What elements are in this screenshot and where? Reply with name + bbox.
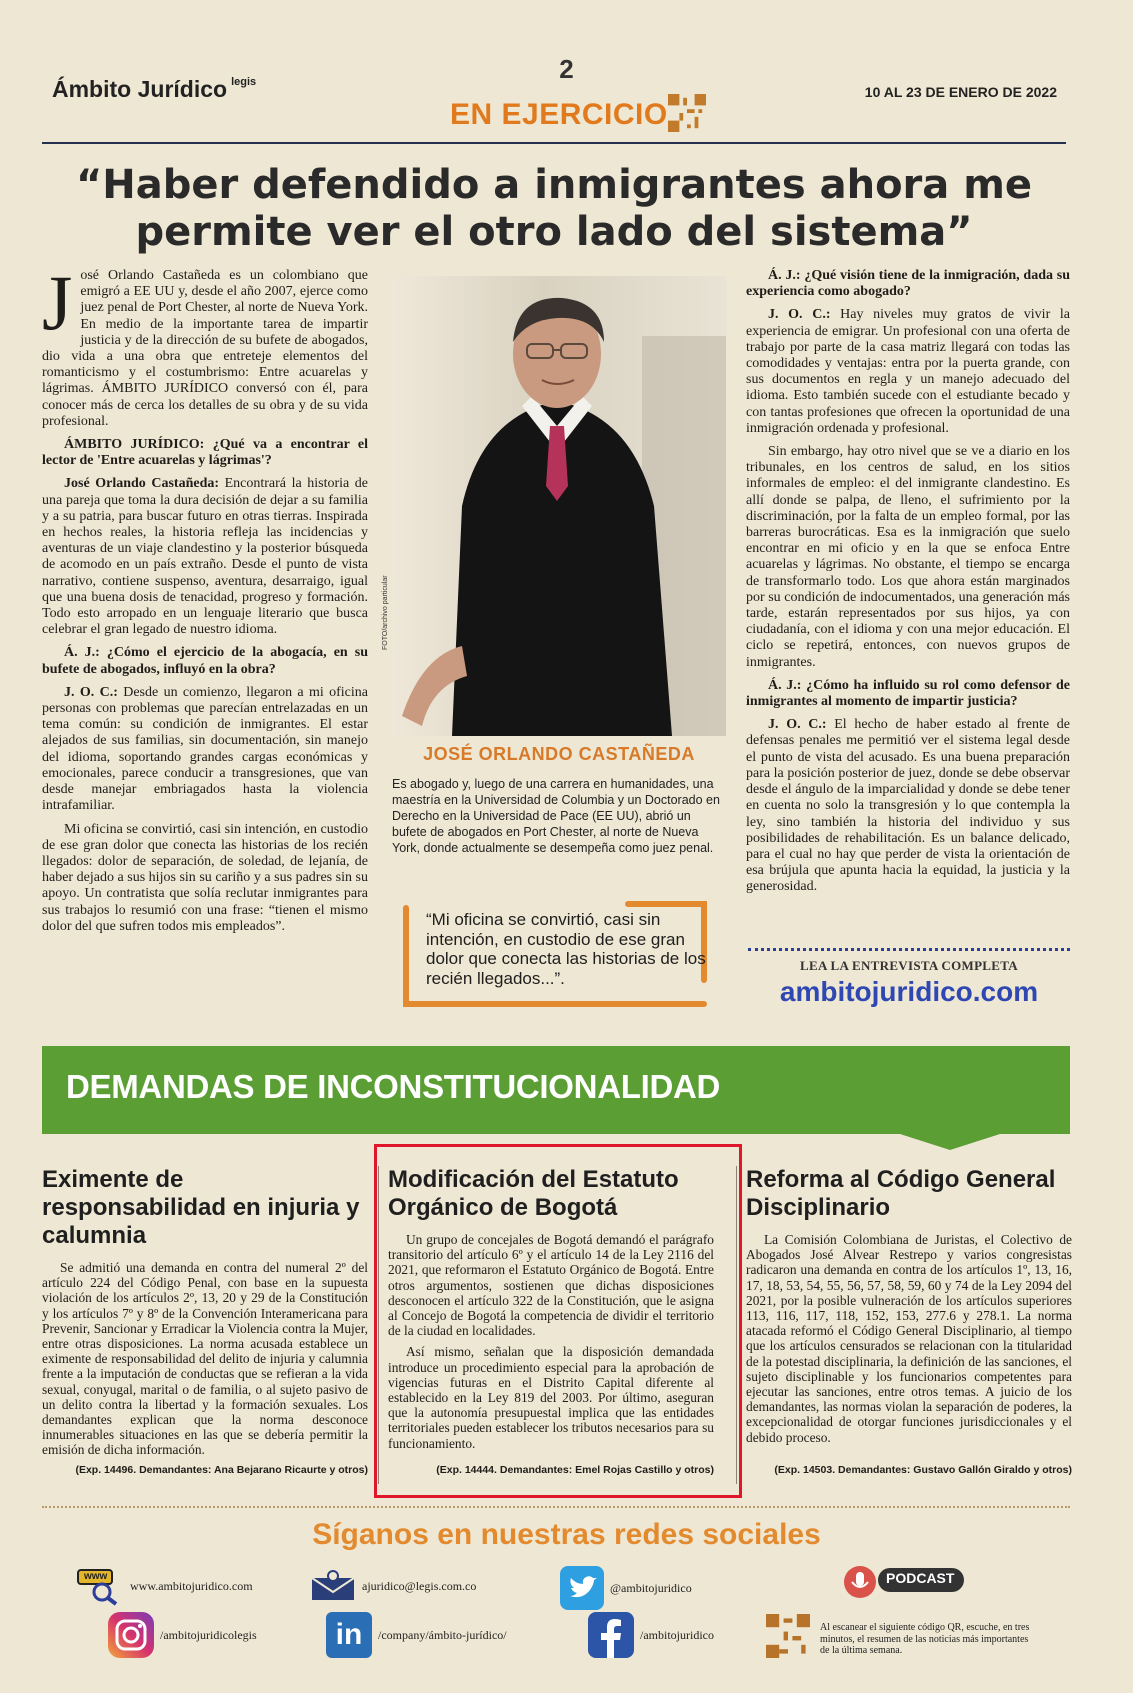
photo-credit: FOTO/archivo particular bbox=[382, 575, 389, 650]
demand-3-exp: (Exp. 14503. Demandantes: Gustavo Gallón Giraldo y otros) bbox=[774, 1463, 1072, 1476]
podcast-label: PODCAST bbox=[886, 1570, 955, 1586]
qr-code-icon bbox=[668, 94, 706, 132]
headline: “Haber defendido a inmigrantes ahora me permite ver el otro lado del sistema” bbox=[75, 162, 1033, 255]
section-band-notch bbox=[900, 1134, 1000, 1150]
demand-1-text: Se admitió una demanda en contra del numeral 2º del artículo 224 del Código Penal, con base en la supuesta violación de los artículos 2º, 13, 20 y 29 de la Constitución y los artículos 7º y 8º de la Convención Interamericana para Prevenir, Sancionar y Erradicar la Violencia contra la Mujer, entre otras disposiciones. La norma acusada establece un eximente de responsabilidad del delito de injuria y calumnia frente a la imputación de conductas que se refieran a la vida sexual, conyugal, marital o de familia, o al sujeto pasivo de un delito contra la libertad y la formación sexuales. Los demandantes explican que la norma desconoce innumerables situaciones en las que se debería permitir la emisión de dicha información. bbox=[42, 1260, 368, 1458]
qr-note: Al escanear el siguiente código QR, escuche, en tres minutos, el resumen de las noticias más importantes de la última semana. bbox=[820, 1622, 1030, 1656]
read-more-label: LEA LA ENTREVISTA COMPLETA bbox=[800, 958, 1018, 973]
social-linkedin-label: /company/ámbito-jurídico/ bbox=[378, 1627, 507, 1642]
portrait-photo bbox=[392, 276, 726, 736]
demand-article-3 bbox=[746, 1166, 1072, 1484]
answer-2: Desde un comienzo, llegaron a mi oficina personas con problemas que parecían entrelazadas en un tema común: su condición de inmigrantes. El estar alejados de sus familias, sin documentación, sin manejo del idioma, soportando grandes cargas económicas y emocionales, parece conducir a transgresiones, que van desde manejar embriagados hasta la violencia intrafamiliar. bbox=[42, 684, 368, 814]
website-link[interactable]: ambitojuridico.com bbox=[779, 976, 1039, 1007]
issue-date: 10 AL 23 DE ENERO DE 2022 bbox=[864, 84, 1057, 100]
demand-2-text-1: Un grupo de concejales de Bogotá demandó el parágrafo transitorio del artículo 6º y el artículo 14 de la Ley 2116 del 2021, que reformaron el Estatuto Orgánico de Bogotá. Entre otros argumentos, sostienen que dichas disposiciones desconocen el artículo 322 de la Constitución, que le asigna al Concejo de Bogotá la competencia de dividir el territorio de la ciudad en localidades. bbox=[388, 1232, 714, 1339]
answer-3-continued: Sin embargo, hay otro nivel que se ve a diario en los tribunales, en los centros de salud, en los sitios informales de empleo: el del inmigrante clandestino. Es allí donde se palpa, de lleno, el sufrimiento por la discriminación, por la falta de un empleo formal, por las barreras burocráticas. Esa es la inmigración que suelo encontrar en mi oficio y en la que se enfoca Entre acuarelas y lágrimas. No obstante, el tiempo se encarga de transformarlo todo. Los que ahora están marginados por su condición de indocumentados, una generación más tarde, estarán representados por sus hijos, ya con ciudadanía, con el idioma y con una mejor educación. El ciclo se repetirá, entonces, con nuevos grupos de inmigrantes. bbox=[746, 444, 1070, 670]
instagram-icon bbox=[108, 1612, 154, 1658]
pull-quote bbox=[388, 900, 722, 1012]
publication-name: Ámbito Jurídico bbox=[52, 76, 228, 102]
section-band-title: DEMANDAS DE INCONSTITUCIONALIDAD bbox=[66, 1068, 721, 1105]
social-instagram-label: /ambitojuridicolegis bbox=[160, 1627, 257, 1642]
header-divider bbox=[42, 142, 1066, 144]
social-facebook[interactable] bbox=[588, 1612, 714, 1658]
question-2: Á. J.: ¿Cómo el ejercicio de la abogacía, en su bufete de abogados, influyó en la obra? bbox=[42, 645, 368, 677]
answer-4: El hecho de haber estado al frente de defensas penales me permitió ver el sistema legal desde el punto de vista del acusado. Es una buena preparación para la posición posterior de juez, donde se debe observar desde el ángulo de la imparcialidad y donde se debe tener en cuenta no solo la transgresión y lo que contempla la ley, sino también la historia del individuo y sus posibilidades de rehabilitación. Es un balance delicado, para el cual no hay que perder de vista la orientación de esa brújula que apunta hacia la equidad, la justicia y la generosidad. bbox=[746, 717, 1070, 895]
demand-3-text: La Comisión Colombiana de Juristas, el Colectivo de Abogados José Alvear Restrepo y varios congresistas radicaron una demanda en contra de los artículos 1º, 13, 16, 17, 18, 53, 54, 55, 56, 57, 58, 59, 60 y 74 de la Ley 2094 del 2021, por la posible vulneración de los artículos superiores 113, 116, 117, 118, 152, 153, 277.6 y 278.1. La norma atacada reformó el Código General Disciplinario, al tiempo que los artículos censurados se relacionan con la titularidad de la potestad disciplinaria, la definición de las sanciones, el sujeto disciplinable y los funcionarios competentes para ejecutar las sanciones, entre otros temas. A juicio de los demandantes, las normas violan la separación de poderes, la excepcionalidad de otorgar funciones jurisdiccionales y el debido proceso. bbox=[746, 1232, 1072, 1445]
social-twitter[interactable] bbox=[560, 1566, 692, 1610]
twitter-icon bbox=[560, 1566, 604, 1610]
social-title: Síganos en nuestras redes sociales bbox=[312, 1518, 821, 1551]
highlight-box bbox=[374, 1144, 742, 1498]
podcast-qr-icon bbox=[766, 1614, 810, 1658]
demand-1-exp: (Exp. 14496. Demandantes: Ana Bejarano Ricaurte y otros) bbox=[75, 1463, 368, 1476]
answer-1: Encontrará la historia de una pareja que toma la dura decisión de dejar a su familia y a su patria, para buscar futuro en otras tierras. Inspirada en hechos reales, la historia refleja las incidencias y aventuras de un viaje clandestino y la posterior búsqueda de acomodo en un país extraño. Desde el punto de vista narrativo, contiene suspenso, aventura, desarraigo, igual que una buena dosis de tenacidad, progreso y formación. Todo esto arropado en un lenguaje literario que busca celebrar el gran legado de nuestro idioma. bbox=[42, 476, 368, 638]
question-3: Á. J.: ¿Qué visión tiene de la inmigración, dada su experiencia como abogado? bbox=[746, 268, 1070, 300]
social-instagram[interactable] bbox=[108, 1612, 257, 1658]
answer-2-continued: Mi oficina se convirtió, casi sin intención, en custodio de ese gran dolor que conecta las historias de los recién llegados: dolor de separación, de soledad, de lejanía, de haber dejado a sus hijos sin su cariño y a sus padres sin su apoyo. Un contratista que solía reclutar inmigrantes para sus trabajos lo resumió con una frase: “tienen el mismo dolor del que sufren todos mis empleados”. bbox=[42, 821, 368, 934]
answer-1-label: José Orlando Castañeda: bbox=[64, 476, 220, 492]
photo-caption: Es abogado y, luego de una carrera en humanidades, una maestría en la Universidad de Columbia y un Doctorado en Derecho en la Universidad de Pace (EE UU), abrió un bufete de abogados en Port Chester, al norte de Nueva York, donde actualmente se desempeña como juez penal. bbox=[392, 777, 720, 855]
intro-text: osé Orlando Castañeda es un colombiano que emigró a EE UU y, desde el año 2007, ejerce como juez penal de Port Chester, al norte de Nueva York. En medio de la importante tarea de impartir justicia y de la dirección de su bufete de abogados, dio vida a una obra que entreteje elementos del romanticismo y el costumbrismo: Entre acuarelas y lágrimas. ÁMBITO JURÍDICO conversó con él, para conocer más de cerca los detalles de su obra y de su vida profesional. bbox=[42, 268, 368, 429]
email-icon bbox=[310, 1570, 356, 1602]
demand-3-title: Reforma al Código General Disciplinario bbox=[746, 1166, 1056, 1221]
question-4: Á. J.: ¿Cómo ha influido su rol como defensor de inmigrantes al momento de impartir justicia? bbox=[746, 677, 1070, 710]
demand-2-text-2: Así mismo, señalan que la disposición demandada introduce un procedimiento especial para la aprobación de vigencias futuras en el Distrito Capital diferente al establecido en la Ley 819 del 2003. Por último, aseguran que la autonomía presupuestal implica que las entidades territoriales pueden establecer los tributos necesarios para su funcionamiento. bbox=[388, 1344, 714, 1451]
demand-article-1 bbox=[42, 1166, 368, 1484]
demand-2-title: Modificación del Estatuto Orgánico de Bogotá bbox=[388, 1166, 679, 1221]
answer-2-label: J. O. C.: bbox=[64, 684, 118, 700]
social-twitter-label: @ambitojuridico bbox=[610, 1580, 692, 1595]
social-podcast[interactable] bbox=[842, 1564, 974, 1600]
pull-quote-text: “Mi oficina se convirtió, casi sin intención, en custodio de ese gran dolor que conecta las historias de los recién llegados...”. bbox=[426, 910, 706, 988]
social-linkedin[interactable] bbox=[326, 1612, 507, 1658]
social-web-label: www.ambitojuridico.com bbox=[130, 1578, 253, 1593]
answer-3: Hay niveles muy gratos de vivir la experiencia de emigrar. Un profesional con una oferta de trabajo por parte de la casa matriz llegará con todas las comodidades y ventajas: entra por la puerta grande, con sus documentos en regla y un manejo adecuado del idioma. Esto también sucede con el estudiante becado y con tantas profesiones que ofrecen la oportunidad de una inmigración ordenada y profesional. bbox=[746, 307, 1071, 436]
page-number: 2 bbox=[559, 54, 574, 84]
www-label: www bbox=[84, 1571, 108, 1582]
social-divider bbox=[42, 1506, 1070, 1508]
question-1: ÁMBITO JURÍDICO: ¿Qué va a encontrar el lector de 'Entre acuarelas y lágrimas'? bbox=[42, 437, 368, 469]
interview-left-column bbox=[42, 259, 368, 942]
dotted-divider bbox=[748, 948, 1070, 951]
facebook-icon bbox=[588, 1612, 634, 1658]
demand-2-exp: (Exp. 14444. Demandantes: Emel Rojas Castillo y otros) bbox=[436, 1463, 714, 1476]
answer-3-label: J. O. C.: bbox=[768, 307, 831, 323]
publisher-name: legis bbox=[231, 76, 257, 88]
portrait-illustration bbox=[392, 276, 726, 736]
section-title: EN EJERCICIO bbox=[450, 98, 668, 131]
linkedin-icon: in bbox=[326, 1612, 372, 1658]
drop-cap: J bbox=[42, 259, 73, 346]
answer-4-label: J. O. C.: bbox=[768, 717, 827, 733]
social-email-label: ajuridico@legis.com.co bbox=[362, 1578, 477, 1593]
caption-name: JOSÉ ORLANDO CASTAÑEDA bbox=[423, 744, 695, 764]
social-facebook-label: /ambitojuridico bbox=[640, 1627, 714, 1642]
social-web[interactable] bbox=[76, 1566, 253, 1606]
demand-1-title: Eximente de responsabilidad en injuria y calumnia bbox=[42, 1166, 360, 1249]
interview-right-column bbox=[746, 268, 1070, 903]
social-email[interactable] bbox=[310, 1570, 476, 1602]
